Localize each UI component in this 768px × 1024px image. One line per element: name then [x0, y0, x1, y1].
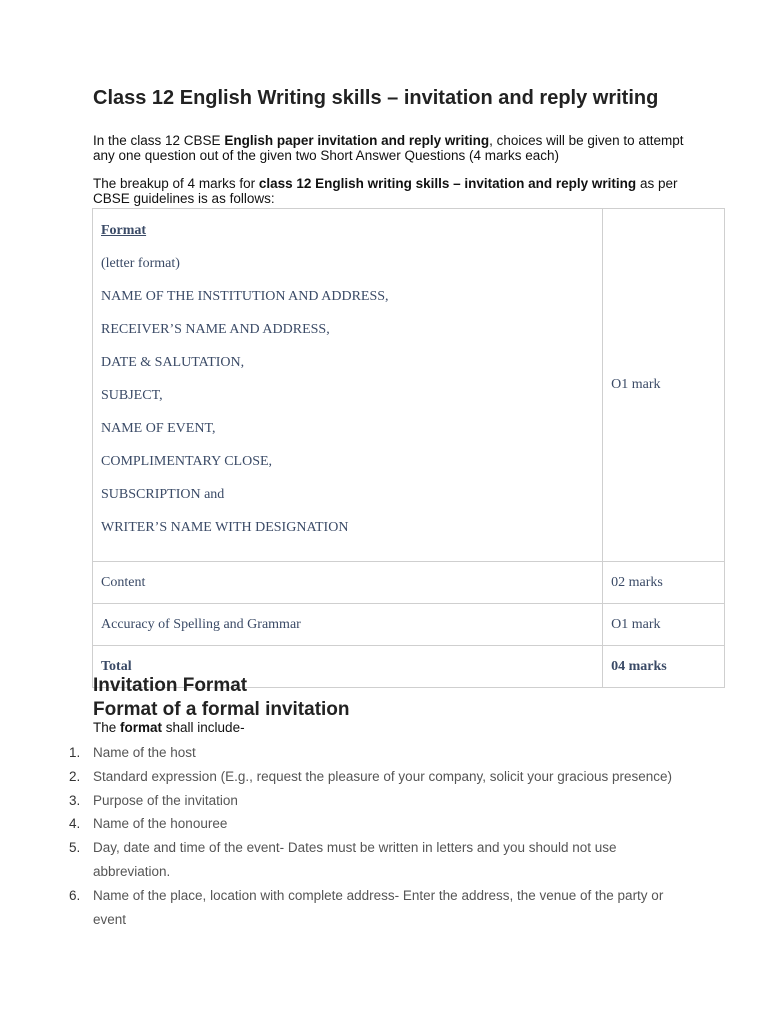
intro-text-start: In the class 12 CBSE	[93, 133, 225, 148]
row-marks: 02 marks	[603, 562, 725, 604]
list-item-text: Name of the place, location with complete address- Enter the address, the venue of the party or event	[93, 887, 664, 927]
page-title: Class 12 English Writing skills – invitation and reply writing	[93, 87, 659, 109]
breakup-text-end: as per CBSE guidelines is as follows:	[93, 176, 678, 206]
format-line: SUBSCRIPTION and	[101, 487, 225, 502]
total-marks: 04 marks	[603, 646, 725, 688]
breakup-text-bold: class 12 English writing skills – invitation and reply writing	[258, 176, 637, 191]
list-item	[65, 836, 695, 884]
list-item-text: Name of the host	[93, 745, 196, 760]
list-item	[65, 741, 695, 765]
list-item-number: 3.	[69, 792, 81, 808]
format-line: (letter format)	[101, 256, 180, 271]
format-line: SUBJECT,	[101, 388, 163, 403]
format-marks-cell: O1 mark	[603, 209, 725, 562]
lead-text-bold: format	[120, 720, 163, 735]
list-item-number: 6.	[69, 887, 81, 903]
list-item	[65, 789, 695, 813]
row-label: Accuracy of Spelling and Grammar	[93, 604, 603, 646]
list-item-text: Day, date and time of the event- Dates must be written in letters and you should not use abbreviation.	[93, 840, 617, 879]
row-marks: O1 mark	[603, 604, 725, 646]
list-item-text: Name of the honouree	[93, 816, 228, 832]
format-line: RECEIVER’S NAME AND ADDRESS,	[101, 322, 330, 337]
format-line: WRITER’S NAME WITH DESIGNATION	[101, 520, 349, 535]
format-line: NAME OF EVENT,	[101, 421, 216, 436]
list-item	[65, 884, 695, 932]
marks-breakup-table	[92, 208, 725, 688]
format-lead-paragraph	[93, 721, 693, 736]
format-heading: Format	[101, 223, 147, 238]
row-label: Content	[93, 562, 603, 604]
intro-text-bold: English paper invitation and reply writing	[224, 133, 490, 148]
list-item	[65, 812, 695, 836]
table-row-accuracy	[93, 604, 725, 646]
lead-text-start: The	[93, 720, 121, 735]
format-line: DATE & SALUTATION,	[101, 355, 245, 370]
list-item-text: Standard expression (E.g., request the pleasure of your company, solicit your gracious presence)	[93, 768, 673, 784]
lead-text-end: shall include-	[162, 720, 245, 735]
breakup-text-start: The breakup of 4 marks for	[93, 176, 259, 191]
intro-paragraph	[93, 134, 693, 163]
format-cell	[93, 209, 603, 562]
list-item-number: 1.	[69, 745, 81, 760]
list-item-number: 2.	[69, 768, 81, 784]
invitation-format-heading: Invitation Format	[93, 675, 248, 696]
table-row-content	[93, 562, 725, 604]
format-line: NAME OF THE INSTITUTION AND ADDRESS,	[101, 289, 389, 304]
intro-text-end: , choices will be given to attempt any one question out of the given two Short Answer Questions (4 marks each)	[93, 133, 684, 163]
table-row-format	[93, 209, 725, 562]
list-item-number: 4.	[69, 816, 81, 832]
breakup-paragraph	[93, 177, 693, 206]
total-label: Total	[93, 646, 603, 688]
list-item-number: 5.	[69, 840, 81, 856]
formal-invitation-heading: Format of a formal invitation	[93, 699, 350, 720]
list-item	[65, 765, 695, 789]
format-items-list	[65, 741, 695, 931]
list-item-text: Purpose of the invitation	[93, 792, 238, 808]
format-line: COMPLIMENTARY CLOSE,	[101, 454, 273, 469]
